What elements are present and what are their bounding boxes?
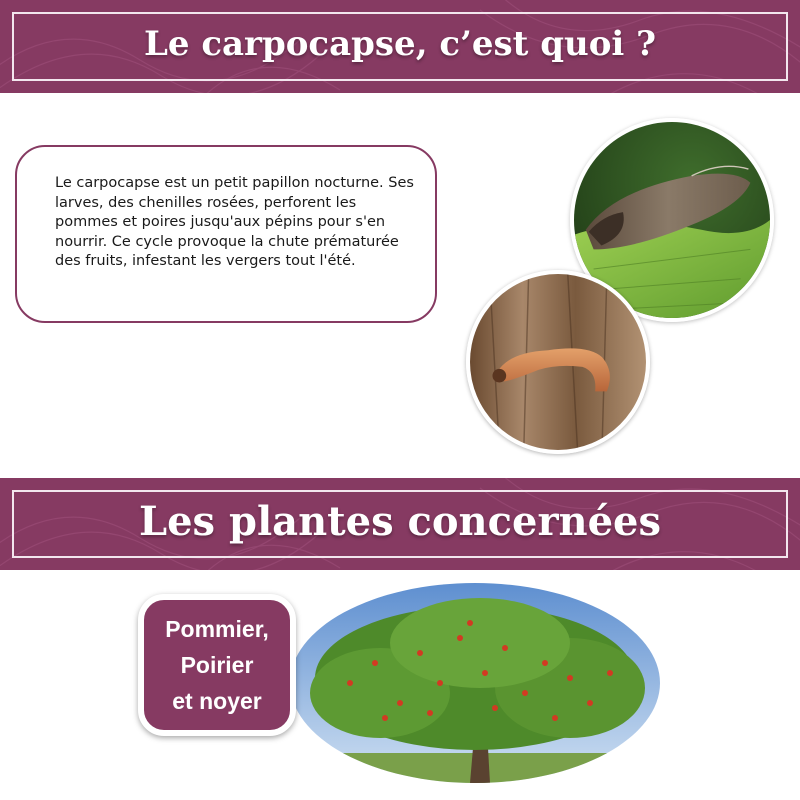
section-banner-plants <box>0 478 800 570</box>
fruit-tree-photo <box>290 583 660 783</box>
description-text: Le carpocapse est un petit papillon nocturne. Ses larves, des chenilles rosées, perforent les pommes et poires jusqu'aux pépins pour s'en nourrir. Ce cycle provoque la chute prématurée des fruits, infestant les vergers tout l'été. <box>55 175 414 269</box>
plant-name-line-3: et noyer <box>172 688 262 714</box>
description-box <box>15 145 437 323</box>
section-title-plants: Les plantes concernées <box>138 498 662 545</box>
section-title-what: Le carpocapse, c’est quoi ? <box>143 24 657 64</box>
section-banner-what <box>0 0 800 93</box>
plant-name-line-2: Poirier <box>180 652 254 678</box>
larva-photo <box>466 270 650 454</box>
plant-name-line-1: Pommier, <box>165 616 269 642</box>
plants-label-box <box>138 594 296 736</box>
